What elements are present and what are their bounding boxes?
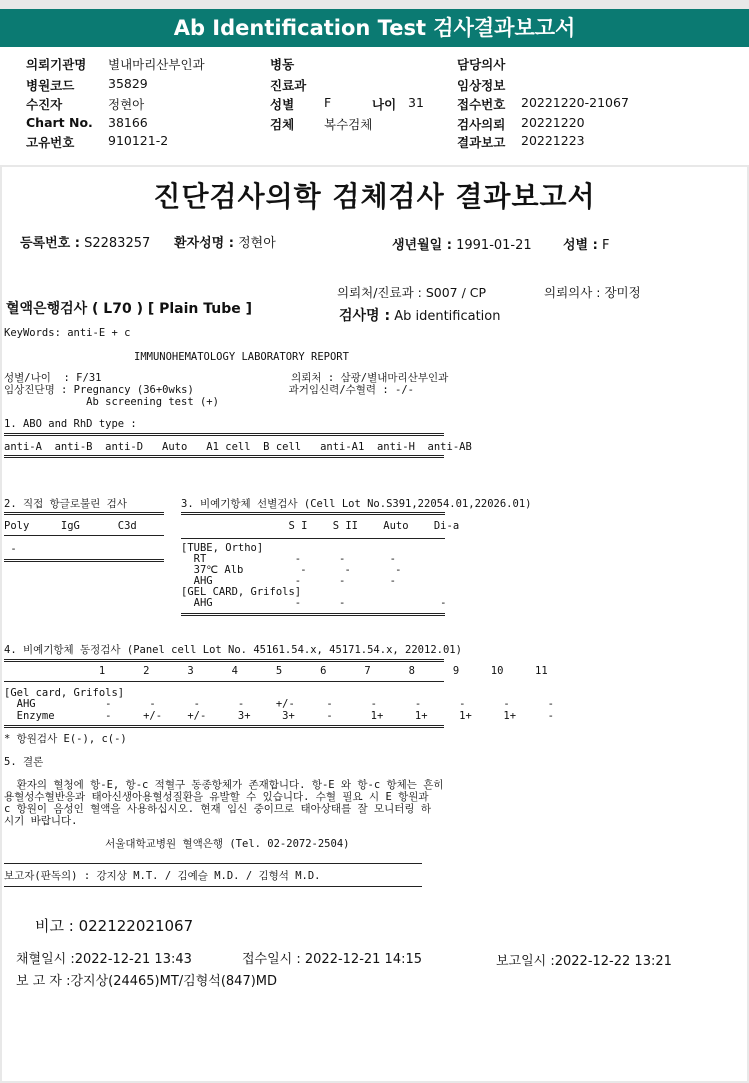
conclusion-line: 용혈성수혈반응과 태아신생아용혈성질환을 유발할 수 있습니다. 수혈 필요 시 E 항원과 xyxy=(4,791,429,803)
report-sex-label: 성별 : xyxy=(563,238,598,253)
examinee-label: 수진자 xyxy=(26,97,63,112)
attending-doctor-label: 담당의사 xyxy=(457,57,506,72)
reported-datetime: 보고일시 :2022-12-22 13:21 xyxy=(496,954,672,969)
lab-info-2: 임상진단명 : Pregnancy (36+0wks) 과거임신력/수혈력 : -/- xyxy=(4,384,415,396)
abo-header: anti-A anti-B anti-D Auto A1 cell B cell anti-A1 anti-H anti-AB xyxy=(4,441,472,453)
divider xyxy=(4,512,164,515)
receipt-no-value: 20221220-21067 xyxy=(521,95,629,110)
screen-row: AHG - - - xyxy=(181,597,447,609)
note-label: 비고 : xyxy=(35,917,74,935)
result-date-label: 결과보고 xyxy=(457,135,506,150)
report-sheet xyxy=(2,167,747,1081)
screen-row: 37℃ Alb - - - xyxy=(181,564,402,576)
lab-info-3: Ab screening test (+) xyxy=(4,396,219,408)
divider xyxy=(4,725,444,728)
lab-info-1: 성별/나이 : F/31 의뢰처 : 삼광/별내마리산부인과 xyxy=(4,372,449,384)
examinee-value: 정현아 xyxy=(108,97,145,112)
age-value: 31 xyxy=(408,95,424,110)
clinical-info-label: 임상정보 xyxy=(457,78,506,93)
test-name-label: 검사명 : xyxy=(339,308,391,324)
conclusion-line: 환자의 혈청에 항-E, 항-c 적혈구 동종항체가 존재합니다. 항-E 와 항-c 항체는 흔히 xyxy=(4,779,444,791)
section-4-title: 4. 비예기항체 동정검사 (Panel cell Lot No. 45161.54.x, 45171.54.x, 22012.01) xyxy=(4,644,462,656)
divider xyxy=(181,538,445,539)
panel-row: [Gel card, Grifols] xyxy=(4,687,125,699)
patient-row xyxy=(174,232,276,251)
hospital-code-value: 35829 xyxy=(108,76,148,91)
divider xyxy=(4,863,422,864)
divider xyxy=(4,559,164,562)
sex-value: F xyxy=(324,95,332,110)
specimen-label: 검체 xyxy=(270,117,295,132)
collected-datetime: 채혈일시 :2022-12-21 13:43 xyxy=(16,952,192,967)
dat-header: Poly IgG C3d xyxy=(4,520,137,532)
test-name-row xyxy=(339,305,500,325)
panel-row: Enzyme - +/- +/- 3+ 3+ - 1+ 1+ 1+ 1+ - xyxy=(4,710,554,722)
specimen-value: 복수검체 xyxy=(324,117,373,132)
dat-value: - xyxy=(4,543,17,555)
panel-header: 1 2 3 4 5 6 7 8 9 10 11 xyxy=(4,665,548,677)
patient-label: 환자성명 : xyxy=(174,236,234,251)
test-group: 혈액은행검사 ( L70 ) [ Plain Tube ] xyxy=(6,301,253,317)
section-1-title: 1. ABO and RhD type : xyxy=(4,418,137,430)
note-row xyxy=(35,915,193,936)
panel-row: AHG - - - - +/- - - - - - - xyxy=(4,698,554,710)
sex-label: 성별 xyxy=(270,97,295,112)
report-banner-title: Ab Identification Test 검사결과보고서 xyxy=(0,9,749,47)
dept-text: 의뢰처/진료과 : S007 / CP xyxy=(337,285,487,300)
received-datetime: 접수일시 : 2022-12-21 14:15 xyxy=(242,952,423,967)
reg-no-label: 등록번호 : xyxy=(20,236,80,251)
screen-row: RT - - - xyxy=(181,553,396,565)
divider xyxy=(181,613,445,616)
screen-row: [GEL CARD, Grifols] xyxy=(181,586,302,598)
conclusion-line: c 항원이 음성인 혈액을 사용하십시오. 현재 임신 중이므로 태아상태를 잘 모니터링 하 xyxy=(4,803,432,815)
screen-header: S I S II Auto Di-a xyxy=(181,520,460,532)
reporter-label: 보 고 자 : xyxy=(16,974,71,989)
request-date-label: 검사의뢰 xyxy=(457,117,506,132)
reporter-value: 강지상(24465)MT/김형석(847)MD xyxy=(70,974,278,989)
chart-no-label: Chart No. xyxy=(26,115,93,130)
doctor-text: 의뢰의사 : 장미정 xyxy=(544,285,641,300)
dob-label: 생년월일 : xyxy=(392,238,452,253)
sex-row xyxy=(563,234,609,253)
conclusion-line: 시기 바랍니다. xyxy=(4,815,78,827)
hospital-name-value: 별내마리산부인과 xyxy=(108,57,205,72)
dob-value: 1991-01-21 xyxy=(456,238,532,253)
age-label: 나이 xyxy=(372,97,397,112)
request-date-value: 20221220 xyxy=(521,115,585,130)
dob-row xyxy=(392,234,532,253)
section-5-title: 5. 결론 xyxy=(4,756,44,768)
keywords: KeyWords: anti-E + c xyxy=(4,327,131,339)
department-label: 진료과 xyxy=(270,78,307,93)
chart-no-value: 38166 xyxy=(108,115,148,130)
report-sex-value: F xyxy=(601,238,610,253)
section-2-title: 2. 직접 항글로불린 검사 xyxy=(4,498,127,510)
unique-no-value: 910121-2 xyxy=(108,133,169,148)
lab-heading: IMMUNOHEMATOLOGY LABORATORY REPORT xyxy=(134,351,349,363)
reporter-row xyxy=(16,970,277,989)
section-3-title: 3. 비예기항체 선별검사 (Cell Lot No.S391,22054.01,22026.01) xyxy=(181,498,532,510)
screen-row: [TUBE, Ortho] xyxy=(181,542,264,554)
antigen-test: * 항원검사 E(-), c(-) xyxy=(4,733,127,745)
divider xyxy=(4,455,444,458)
hospital-name-label: 의뢰기관명 xyxy=(26,57,87,72)
patient-value: 정현아 xyxy=(238,236,276,251)
report-title: 진단검사의학 검체검사 결과보고서 xyxy=(153,180,596,213)
ward-label: 병동 xyxy=(270,57,295,72)
lab-reporter: 보고자(판독의) : 강지상 M.T. / 김예슬 M.D. / 김형석 M.D. xyxy=(4,870,321,882)
note-value: 022122021067 xyxy=(78,917,194,935)
divider xyxy=(4,535,164,536)
header-info-panel xyxy=(0,47,749,165)
divider xyxy=(4,886,422,887)
unique-no-label: 고유번호 xyxy=(26,135,75,150)
reg-no-value: S2283257 xyxy=(84,236,151,251)
hospital-code-label: 병원코드 xyxy=(26,78,75,93)
screen-row: AHG - - - xyxy=(181,575,396,587)
divider xyxy=(4,681,444,682)
receipt-no-label: 접수번호 xyxy=(457,97,506,112)
reg-no-row xyxy=(20,232,150,251)
divider xyxy=(4,659,444,662)
test-name-value: Ab identification xyxy=(394,309,501,324)
divider xyxy=(181,512,445,515)
divider xyxy=(4,433,444,436)
result-date-value: 20221223 xyxy=(521,133,585,148)
blood-bank-contact: 서울대학교병원 혈액은행 (Tel. 02-2072-2504) xyxy=(4,838,350,850)
